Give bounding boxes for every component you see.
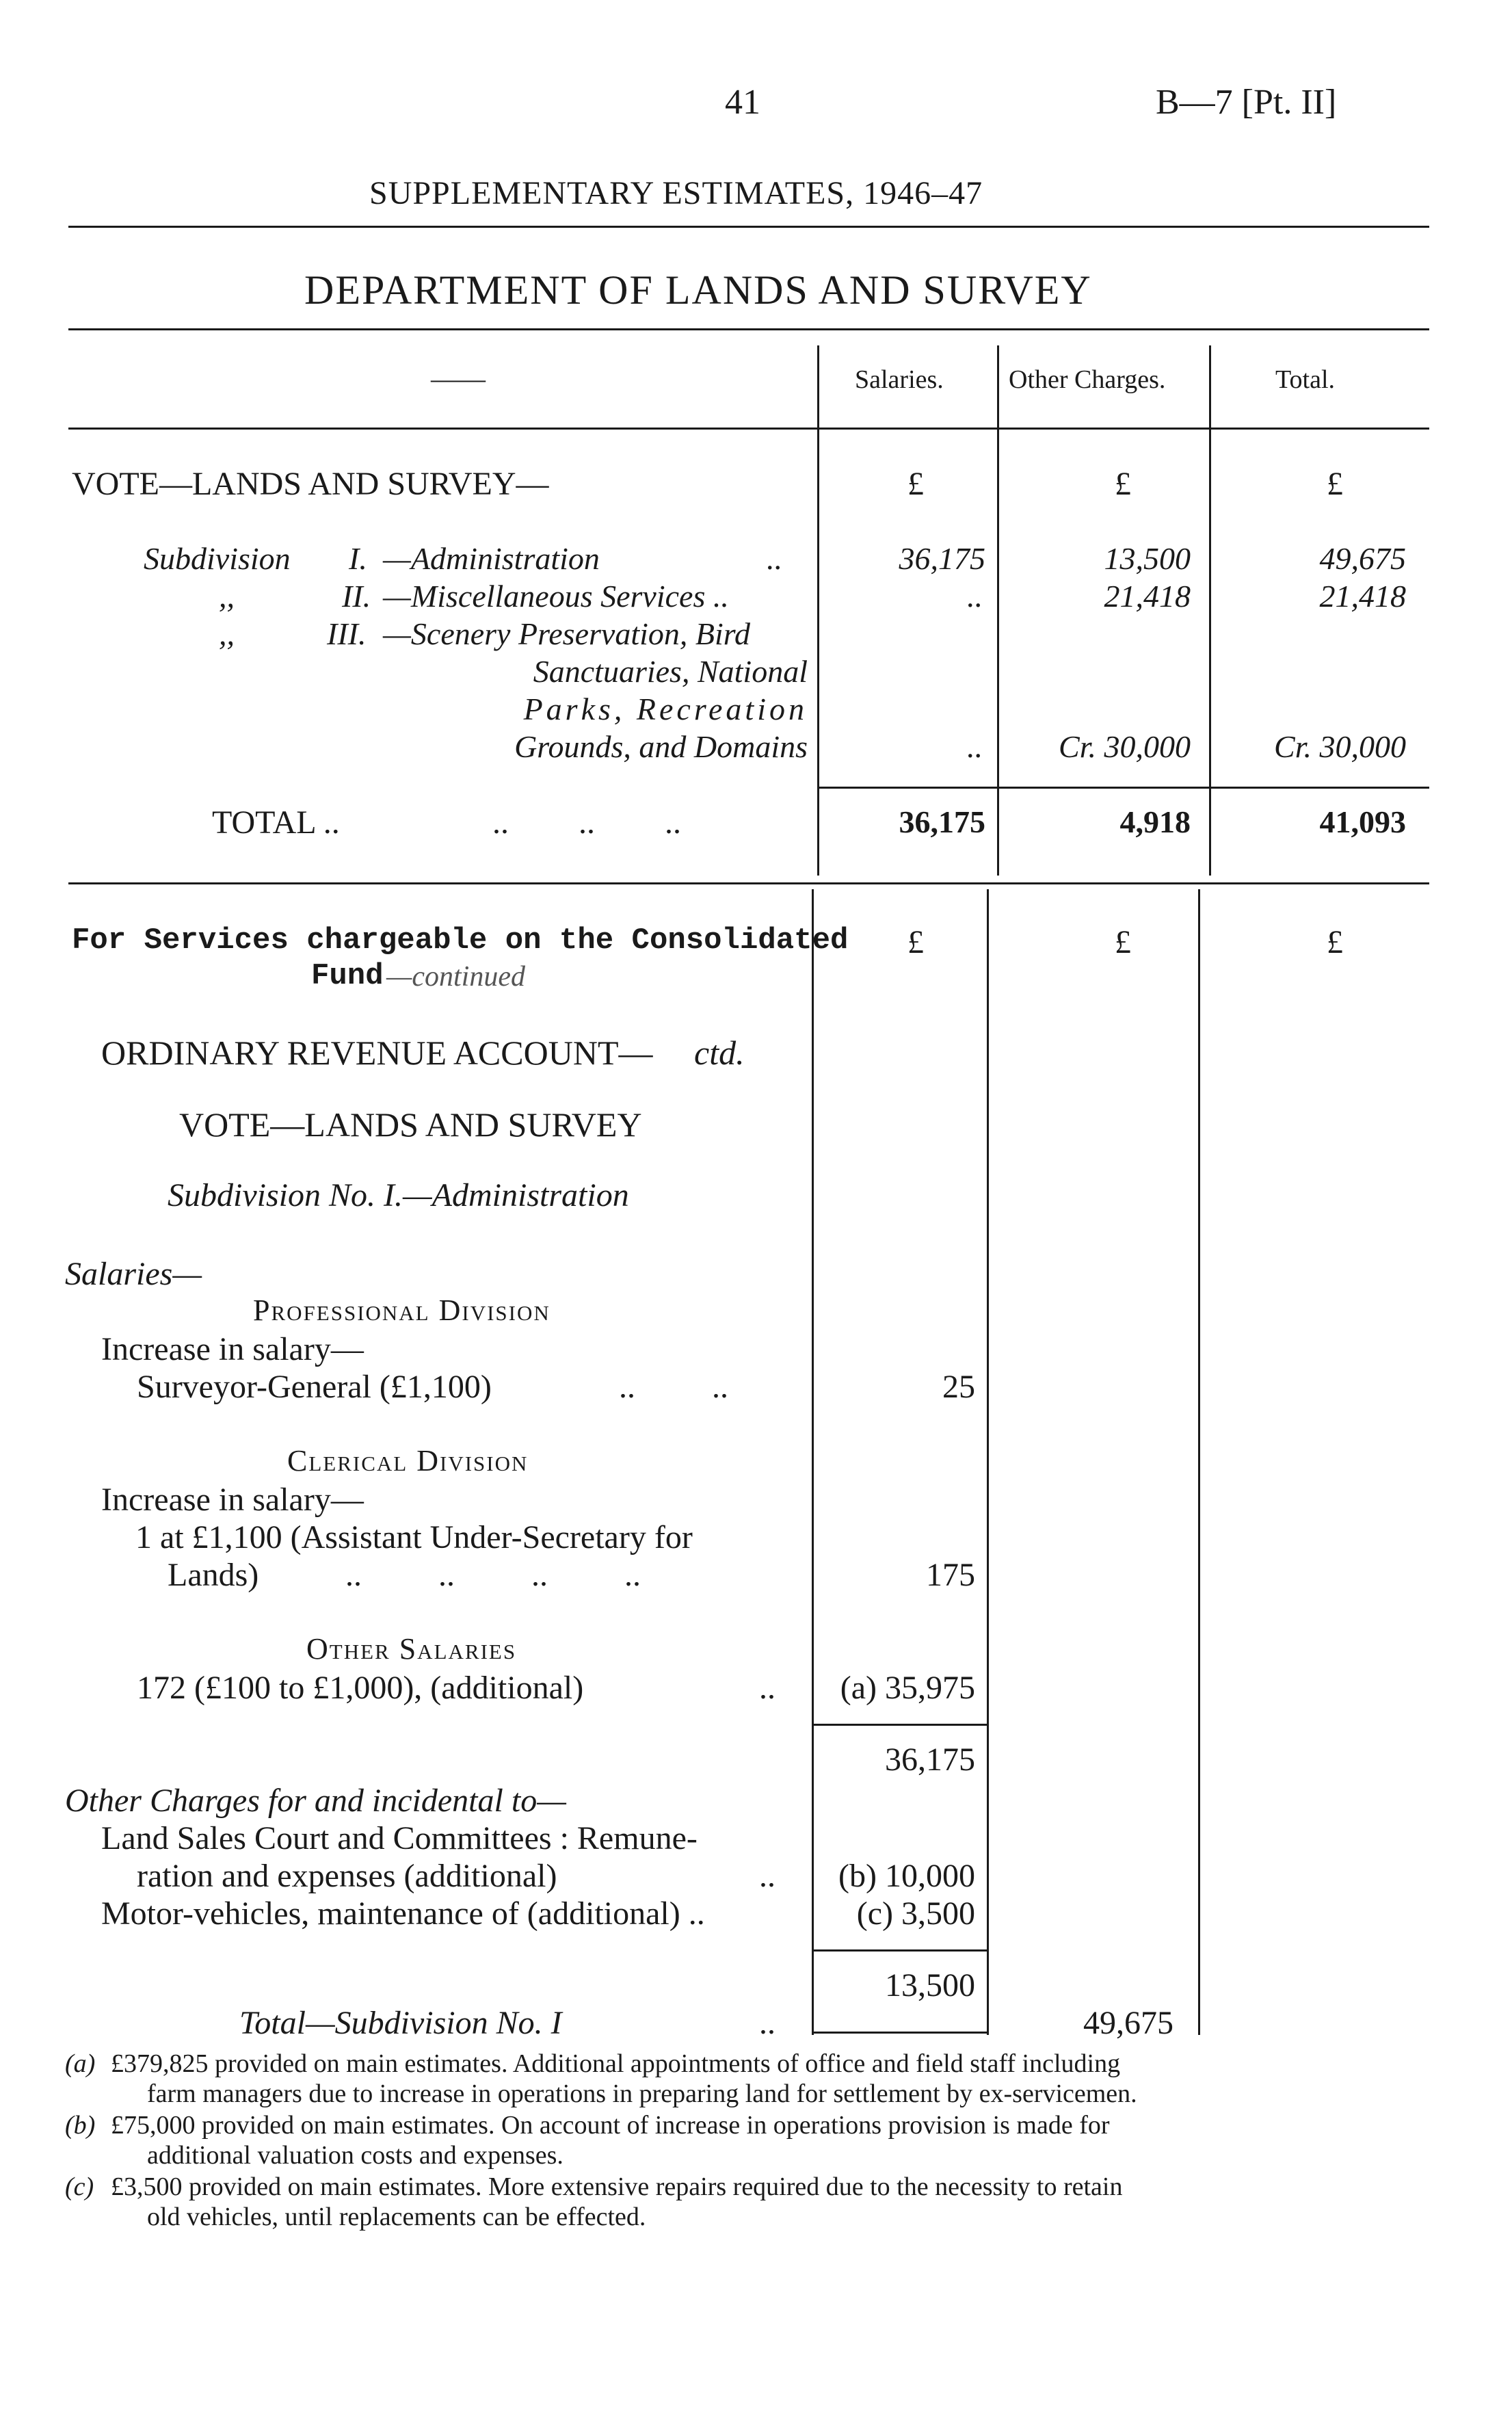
subdivision-name-line: Sanctuaries, National	[533, 654, 808, 689]
line-text: Motor-vehicles, maintenance of (additional) ..	[101, 1895, 705, 1932]
divider	[68, 328, 1429, 330]
vote-heading: VOTE—LANDS AND SURVEY—	[72, 466, 549, 502]
column-rule	[1198, 889, 1200, 2035]
row-total: 21,418	[1319, 579, 1406, 614]
leader-dots: .. .. .. ..	[345, 1557, 641, 1593]
column-rule	[997, 345, 999, 876]
row-total: 49,675	[1319, 541, 1406, 576]
line-text: ration and expenses (additional)	[137, 1858, 557, 1894]
footnote-mark: (c)	[65, 2172, 94, 2201]
line-text: Surveyor-General (£1,100)	[137, 1369, 492, 1405]
subdivision-name: —Scenery Preservation, Bird	[383, 616, 750, 651]
amount: (a) 35,975	[840, 1670, 975, 1706]
clerical-division-heading: Clerical Division	[287, 1444, 529, 1477]
leader-dots: ..	[759, 2005, 775, 2041]
footnote-mark: (b)	[65, 2111, 96, 2140]
subdivision-roman: I.	[349, 541, 367, 576]
footnote-mark: (a)	[65, 2049, 96, 2078]
other-salaries-heading: Other Salaries	[306, 1632, 517, 1666]
currency-other: £	[1115, 466, 1131, 502]
total-label: TOTAL ..	[212, 804, 340, 841]
currency-total: £	[1327, 466, 1343, 502]
subdivision-roman: II.	[342, 579, 371, 614]
running-title: SUPPLEMENTARY ESTIMATES, 1946–47	[369, 175, 983, 211]
column-rule	[987, 889, 989, 2035]
subtotal: 36,175	[885, 1742, 975, 1778]
amount: 175	[926, 1557, 975, 1593]
row-salaries: ..	[966, 579, 982, 614]
total-total: 41,093	[1319, 804, 1406, 839]
footnote-text: old vehicles, until replacements can be effected.	[147, 2203, 646, 2231]
currency-total: £	[1327, 924, 1343, 960]
subdivision-prefix: ,,	[219, 616, 235, 651]
page-number: 41	[725, 83, 760, 122]
column-header-other-charges: Other Charges.	[1009, 365, 1166, 394]
subdivision-name-line: Grounds, and Domains	[514, 729, 808, 764]
line-text: Increase in salary—	[101, 1482, 364, 1518]
row-other-charges: 13,500	[1104, 541, 1191, 576]
fund-heading: For Services chargeable on the Consolidated	[72, 923, 849, 958]
fund-heading-continued: —continued	[386, 961, 525, 993]
row-salaries: 36,175	[899, 541, 985, 576]
footnote-text: £379,825 provided on main estimates. Additional appointments of office and field staff including	[111, 2049, 1121, 2078]
column-header-total: Total.	[1275, 365, 1336, 394]
column-header-salaries: Salaries.	[855, 365, 944, 394]
currency-salaries: £	[907, 924, 924, 960]
total-amount: 49,675	[1083, 2005, 1173, 2041]
leader-dots: ..	[759, 1858, 775, 1894]
row-other-charges: Cr. 30,000	[1059, 729, 1191, 764]
subdivision-roman: III.	[327, 616, 367, 651]
document-ref: B—7 [Pt. II]	[1156, 83, 1337, 122]
subtotal-rule	[812, 1724, 988, 1726]
subdivision-name-line: Parks, Recreation	[523, 692, 808, 726]
leader-dots: ..	[766, 541, 782, 576]
fund-heading-line2: Fund	[311, 959, 384, 993]
footnote-text: farm managers due to increase in operations in preparing land for settlement by ex-servicemen.	[147, 2079, 1137, 2108]
divider	[68, 226, 1429, 228]
column-rule	[817, 345, 819, 876]
leader-dots: ..	[759, 1670, 775, 1706]
subdivision-name: —Miscellaneous Services ..	[383, 579, 729, 614]
footnote-text: £3,500 provided on main estimates. More extensive repairs required due to the necessity to retain	[111, 2172, 1123, 2201]
divider	[68, 882, 1429, 884]
total-other-charges: 4,918	[1119, 804, 1191, 839]
account-heading: ORDINARY REVENUE ACCOUNT—	[101, 1034, 653, 1072]
row-total: Cr. 30,000	[1274, 729, 1406, 764]
divider	[68, 428, 1429, 430]
subdivision-name: —Administration	[383, 541, 600, 576]
line-text: Lands)	[168, 1557, 259, 1593]
currency-salaries: £	[907, 466, 924, 502]
leader-dots: .. .. ..	[492, 804, 681, 841]
row-other-charges: 21,418	[1104, 579, 1191, 614]
currency-other: £	[1115, 924, 1131, 960]
total-rule	[812, 2032, 988, 2034]
salaries-heading: Salaries—	[65, 1256, 202, 1292]
row-salaries: ..	[966, 729, 982, 764]
total-salaries: 36,175	[899, 804, 985, 839]
vote-heading: VOTE—LANDS AND SURVEY	[179, 1105, 642, 1144]
account-heading-ctd: ctd.	[694, 1034, 745, 1072]
line-text: 1 at £1,100 (Assistant Under-Secretary for	[135, 1519, 693, 1555]
amount: (c) 3,500	[856, 1895, 975, 1932]
subdivision-prefix: Subdivision	[144, 541, 291, 576]
footnote-text: £75,000 provided on main estimates. On account of increase in operations provision is made for	[111, 2111, 1110, 2140]
subtotal: 13,500	[885, 1967, 975, 2003]
amount: 25	[942, 1369, 975, 1405]
leader-dots: .. ..	[619, 1369, 728, 1405]
line-text: Land Sales Court and Committees : Remune-	[101, 1820, 698, 1856]
column-rule	[812, 889, 814, 2035]
professional-division-heading: Professional Division	[253, 1293, 551, 1327]
line-text: Increase in salary—	[101, 1331, 364, 1367]
amount: (b) 10,000	[838, 1858, 975, 1894]
subdivision-prefix: ,,	[219, 579, 235, 614]
department-title: DEPARTMENT OF LANDS AND SURVEY	[304, 267, 1092, 313]
line-text: 172 (£100 to £1,000), (additional)	[137, 1670, 584, 1706]
total-label: Total—Subdivision No. I	[239, 2005, 562, 2041]
subdivision-heading: Subdivision No. I.—Administration	[168, 1177, 629, 1213]
total-rule	[817, 787, 1429, 789]
footnote-text: additional valuation costs and expenses.	[147, 2141, 563, 2170]
subtotal-rule	[812, 1949, 988, 1952]
column-header-label: ——	[431, 363, 486, 394]
column-rule	[1209, 345, 1211, 876]
other-charges-heading: Other Charges for and incidental to—	[65, 1783, 566, 1819]
